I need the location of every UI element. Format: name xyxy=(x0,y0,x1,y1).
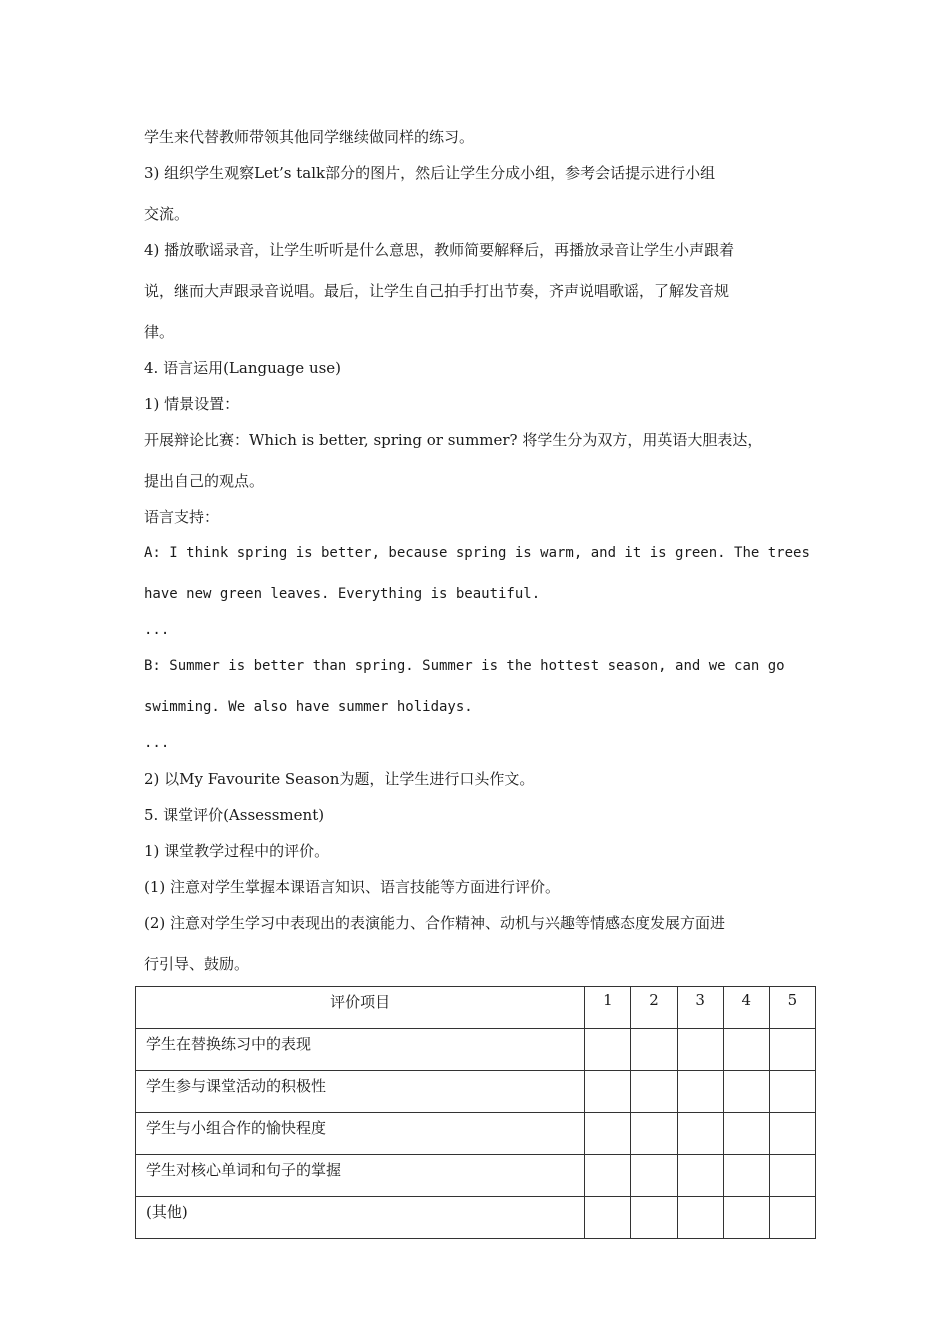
table-row xyxy=(136,1155,816,1197)
score-cell xyxy=(677,1071,723,1113)
row-item: 学生与小组合作的愉快程度 xyxy=(136,1113,585,1155)
table-row xyxy=(136,1071,816,1113)
score-cell xyxy=(769,1029,815,1071)
score-cell xyxy=(723,1113,769,1155)
text-line-3: 交流。 xyxy=(144,205,190,223)
text-line-18: 2) 以My Favourite Season为题，让学生进行口头作文。 xyxy=(144,770,535,788)
text-line-2: 3) 组织学生观察Let’s talk部分的图片，然后让学生分成小组，参考会话提示进行小组 xyxy=(144,164,716,182)
text-line-11: 语言支持： xyxy=(144,508,220,526)
header-score-5: 5 xyxy=(769,987,815,1029)
score-cell xyxy=(723,1071,769,1113)
row-item: 学生在替换练习中的表现 xyxy=(136,1029,585,1071)
score-cell xyxy=(585,1029,631,1071)
header-score-2: 2 xyxy=(631,987,677,1029)
score-cell xyxy=(631,1197,677,1239)
dialogue-b-line-2: swimming. We also have summer holidays. xyxy=(144,699,473,715)
text-line-9: 开展辩论比赛：Which is better, spring or summer? 将学生分为双方，用英语大胆表达， xyxy=(144,431,763,449)
ellipsis-1: ... xyxy=(144,622,170,638)
header-score-4: 4 xyxy=(723,987,769,1029)
text-line-23: 行引导、鼓励。 xyxy=(144,955,250,973)
ellipsis-2: ... xyxy=(144,735,170,751)
table-row xyxy=(136,1113,816,1155)
score-cell xyxy=(585,1155,631,1197)
header-score-1: 1 xyxy=(585,987,631,1029)
table-row xyxy=(136,1029,816,1071)
text-line-1: 学生来代替教师带领其他同学继续做同样的练习。 xyxy=(144,128,475,146)
dialogue-a-line-2: have new green leaves. Everything is beautiful. xyxy=(144,586,541,602)
score-cell xyxy=(631,1071,677,1113)
section-heading-language-use: 4. 语言运用(Language use) xyxy=(144,359,342,377)
score-cell xyxy=(585,1197,631,1239)
score-cell xyxy=(723,1197,769,1239)
row-item: (其他) xyxy=(136,1197,585,1239)
score-cell xyxy=(631,1155,677,1197)
text-line-10: 提出自己的观点。 xyxy=(144,472,265,490)
section-heading-assessment: 5. 课堂评价(Assessment) xyxy=(144,806,325,824)
score-cell xyxy=(677,1197,723,1239)
header-score-3: 3 xyxy=(677,987,723,1029)
table-header-row xyxy=(136,987,816,1029)
text-line-20: 1) 课堂教学过程中的评价。 xyxy=(144,842,330,860)
score-cell xyxy=(769,1197,815,1239)
score-cell xyxy=(769,1155,815,1197)
score-cell xyxy=(677,1029,723,1071)
score-cell xyxy=(585,1113,631,1155)
score-cell xyxy=(677,1155,723,1197)
score-cell xyxy=(769,1071,815,1113)
text-line-8: 1) 情景设置： xyxy=(144,395,240,413)
text-line-21: (1) 注意对学生掌握本课语言知识、语言技能等方面进行评价。 xyxy=(144,878,561,896)
dialogue-b-line-1: B: Summer is better than spring. Summer is the hottest season, and we can go xyxy=(144,658,785,674)
text-line-4: 4) 播放歌谣录音，让学生听听是什么意思，教师简要解释后，再播放录音让学生小声跟着 xyxy=(144,241,735,259)
score-cell xyxy=(769,1113,815,1155)
score-cell xyxy=(631,1029,677,1071)
dialogue-a-line-1: A: I think spring is better, because spring is warm, and it is green. The trees xyxy=(144,545,810,561)
row-item: 学生参与课堂活动的积极性 xyxy=(136,1071,585,1113)
score-cell xyxy=(723,1029,769,1071)
row-item: 学生对核心单词和句子的掌握 xyxy=(136,1155,585,1197)
text-line-22: (2) 注意对学生学习中表现出的表演能力、合作精神、动机与兴趣等情感态度发展方面进 xyxy=(144,914,726,932)
table-row xyxy=(136,1197,816,1239)
score-cell xyxy=(585,1071,631,1113)
score-cell xyxy=(677,1113,723,1155)
assessment-table xyxy=(135,986,816,1239)
text-line-5: 说，继而大声跟录音说唱。最后，让学生自己拍手打出节奏，齐声说唱歌谣，了解发音规 xyxy=(144,282,730,300)
text-line-6: 律。 xyxy=(144,323,175,341)
header-item: 评价项目 xyxy=(136,987,585,1029)
score-cell xyxy=(631,1113,677,1155)
score-cell xyxy=(723,1155,769,1197)
